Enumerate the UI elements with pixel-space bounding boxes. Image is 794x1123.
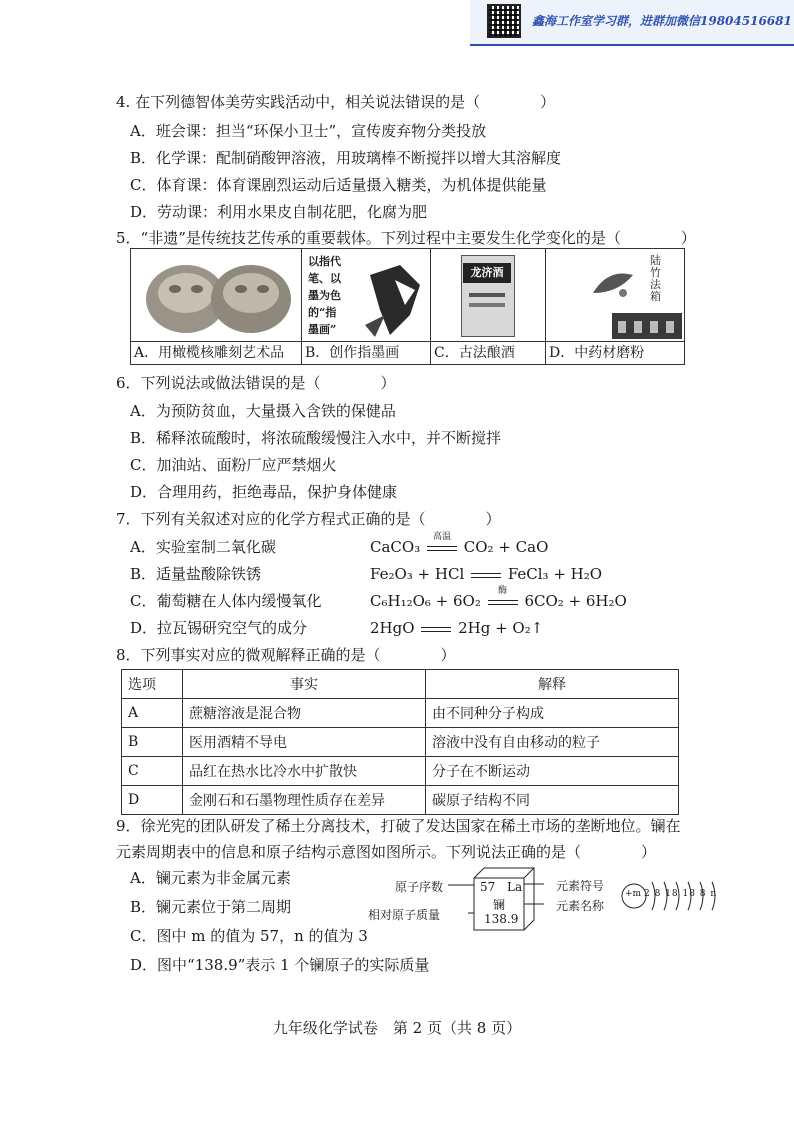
q4-option-a: A．班会课：担当“环保小卫士”，宣传废弃物分类投放 xyxy=(130,122,487,140)
q9-option-c: C．图中 m 的值为 57，n 的值为 3 xyxy=(130,927,368,945)
table-row xyxy=(122,699,679,728)
eq-a-left: CaCO₃ xyxy=(370,538,421,556)
pic-d-char4: 箱 xyxy=(650,290,661,303)
q8-stem: 8．下列事实对应的微观解释正确的是（ ） xyxy=(116,646,456,664)
eq-b-left: Fe₂O₃ + HCl xyxy=(370,565,465,583)
eq-b-right: FeCl₃ + H₂O xyxy=(507,565,603,583)
electron-shells: 2 8 18 18 8 n xyxy=(644,889,718,899)
q7-option-b: B．适量盐酸除铁锈 xyxy=(130,565,262,583)
row-b-option: B xyxy=(122,728,183,757)
nucleus-charge: +m xyxy=(625,889,642,899)
q9-option-b: B．镧元素位于第二周期 xyxy=(130,898,292,916)
pic-d-char2: 竹 xyxy=(650,266,661,279)
q9-stem-line1: 9．徐光宪的团队研发了稀土分离技术，打破了发达国家在稀土市场的垄断地位。镧在 xyxy=(116,817,681,835)
q5-picture-d xyxy=(546,249,684,341)
eq-c-condition: 酶 xyxy=(498,586,508,596)
q5-picture-a xyxy=(131,249,301,341)
q5-stem: 5．“非遗”是传统技艺传承的重要载体。下列过程中主要发生化学变化的是（ ） xyxy=(116,229,696,247)
table-row xyxy=(122,728,679,757)
qr-code xyxy=(487,4,521,38)
q4-option-c: C．体育课：体育课剧烈运动后适量摄入糖类，为机体提供能量 xyxy=(130,176,547,194)
q9-option-d: D．图中“138.9”表示 1 个镧原子的实际质量 xyxy=(130,956,430,974)
q8-table xyxy=(121,669,679,815)
herb-icon xyxy=(588,263,638,303)
olive-carving-image xyxy=(131,249,301,341)
header-fact: 事实 xyxy=(183,670,426,699)
q7-equation-a xyxy=(370,532,549,557)
q5-caption-a: A．用橄榄核雕刻艺术品 xyxy=(134,345,285,361)
banner-text: 鑫海工作室学习群，进群加微信19804516681 xyxy=(532,14,792,28)
banner-underline xyxy=(470,44,794,46)
q6-option-d: D．合理用药，拒绝毒品，保护身体健康 xyxy=(130,483,398,501)
q4-stem: 4. 在下列德智体美劳实践活动中，相关说法错误的是（ ） xyxy=(116,93,556,111)
q9-option-a: A．镧元素为非金属元素 xyxy=(130,869,291,887)
eq-c-right: 6CO₂ + 6H₂O xyxy=(524,592,627,610)
q7-equation-d xyxy=(370,618,543,638)
pic-b-line1: 以指代 xyxy=(308,255,341,268)
q4-option-b: B．化学课：配制硝酸钾溶液，用玻璃棒不断搅拌以增大其溶解度 xyxy=(130,149,562,167)
q9-stem-line2: 元素周期表中的信息和原子结构示意图如图所示。下列说法正确的是（ ） xyxy=(116,843,657,861)
pic-b-line5: 墨画” xyxy=(308,323,337,336)
pic-b-line3: 墨为色 xyxy=(308,289,341,302)
label-element-name: 元素名称 xyxy=(556,899,605,913)
row-c-fact: 品红在热水比冷水中扩散快 xyxy=(183,757,426,786)
table-header-row xyxy=(122,670,679,699)
q7-stem: 7．下列有关叙述对应的化学方程式正确的是（ ） xyxy=(116,510,501,528)
header-option: 选项 xyxy=(122,670,183,699)
row-a-explanation: 由不同种分子构成 xyxy=(426,699,679,728)
q5-caption-d: D．中药材磨粉 xyxy=(549,345,645,361)
header-explanation: 解释 xyxy=(426,670,679,699)
q6-option-b: B．稀释浓硫酸时，将浓硫酸缓慢注入水中，并不断搅拌 xyxy=(130,429,502,447)
q4-option-d: D．劳动课：利用水果皮自制花肥，化腐为肥 xyxy=(130,203,428,221)
row-d-explanation: 碳原子结构不同 xyxy=(426,786,679,815)
eq-a-right: CO₂ + CaO xyxy=(463,538,549,556)
element-name: 镧 xyxy=(493,898,506,912)
eq-c-left: C₆H₁₂O₆ + 6O₂ xyxy=(370,592,481,610)
eagle-ink-painting xyxy=(360,255,426,339)
element-mass: 138.9 xyxy=(484,912,519,926)
table-row xyxy=(122,757,679,786)
q7-option-a: A．实验室制二氧化碳 xyxy=(130,538,276,556)
eq-d-left: 2HgO xyxy=(370,619,415,637)
row-d-option: D xyxy=(122,786,183,815)
page-footer: 九年级化学试卷 第 2 页（共 8 页） xyxy=(272,1019,522,1037)
q7-option-d: D．拉瓦锡研究空气的成分 xyxy=(130,619,308,637)
row-b-fact: 医用酒精不导电 xyxy=(183,728,426,757)
row-b-explanation: 溶液中没有自由移动的粒子 xyxy=(426,728,679,757)
eq-a-condition: 高温 xyxy=(432,532,451,542)
q5-caption-c: C．古法酿酒 xyxy=(434,345,515,361)
q7-equation-c xyxy=(370,586,627,611)
q6-stem: 6．下列说法或做法错误的是（ ） xyxy=(116,374,396,392)
row-c-explanation: 分子在不断运动 xyxy=(426,757,679,786)
wine-label: 龙济酒 xyxy=(463,263,511,283)
q5-picture-c xyxy=(431,249,545,341)
q7-option-c: C．葡萄糖在人体内缓慢氧化 xyxy=(130,592,322,610)
eq-d-right: 2Hg + O₂↑ xyxy=(458,619,544,637)
row-d-fact: 金刚石和石墨物理性质存在差异 xyxy=(183,786,426,815)
element-number: 57 xyxy=(480,880,496,894)
q5-picture-table xyxy=(130,248,685,365)
pic-b-line2: 笔、以 xyxy=(308,272,341,285)
table-row xyxy=(122,786,679,815)
row-a-fact: 蔗糖溶液是混合物 xyxy=(183,699,426,728)
row-a-option: A xyxy=(122,699,183,728)
pic-d-char3: 法 xyxy=(650,278,661,291)
element-symbol: La xyxy=(507,880,523,894)
q5-picture-b xyxy=(302,249,430,341)
q6-option-c: C．加油站、面粉厂应严禁烟火 xyxy=(130,456,337,474)
q5-caption-b: B．创作指墨画 xyxy=(305,345,400,361)
row-c-option: C xyxy=(122,757,183,786)
label-element-symbol: 元素符号 xyxy=(556,879,605,893)
pic-b-line4: 的“指 xyxy=(308,306,337,319)
label-atomic-mass: 相对原子质量 xyxy=(368,908,441,922)
pic-d-char1: 陆 xyxy=(650,254,661,267)
label-atomic-number: 原子序数 xyxy=(395,880,444,894)
q6-option-a: A．为预防贫血，大量摄入含铁的保健品 xyxy=(130,402,396,420)
